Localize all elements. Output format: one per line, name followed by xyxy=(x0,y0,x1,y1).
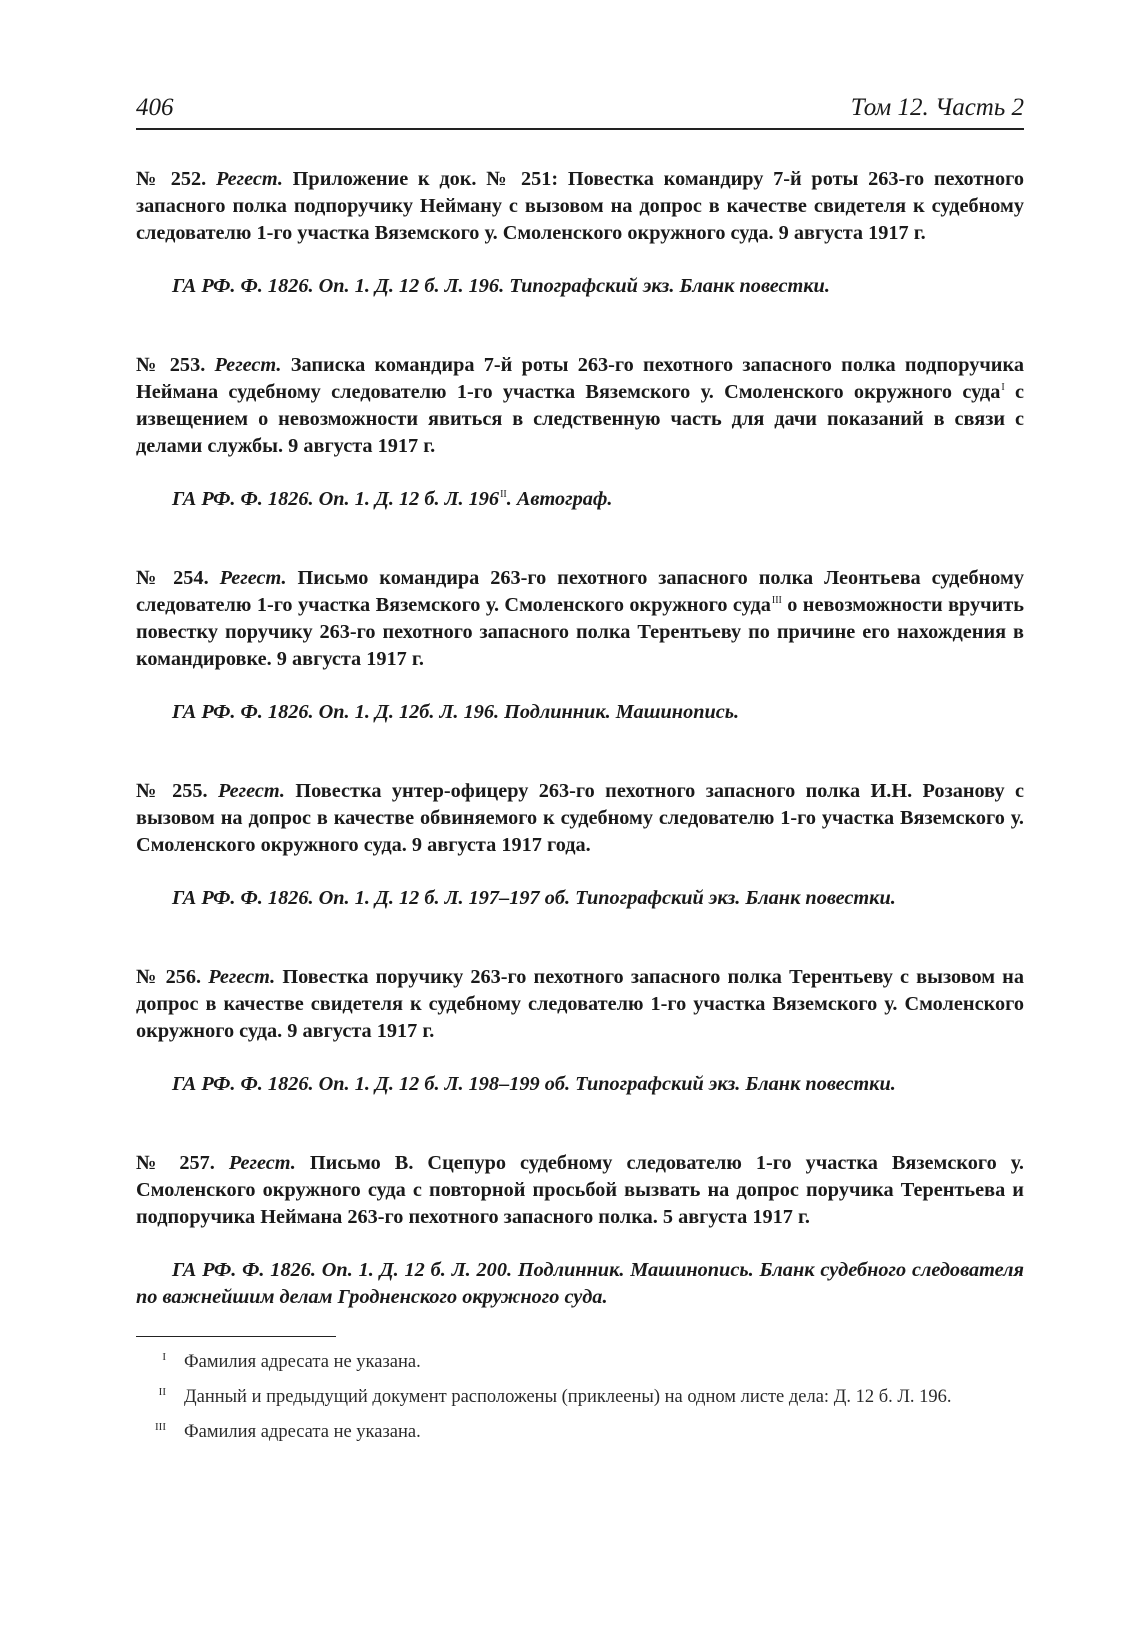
regest-paragraph xyxy=(136,352,1024,460)
document-number: № 252. xyxy=(136,168,207,190)
archive-reference xyxy=(136,1257,1024,1311)
regest-text: Повестка унтер-офицеру 263-го пехотного запасного полка И.Н. Розанову с вызовом на допрос в качестве обвиняемого к судебному следователю 1-го участка Вяземского у. Смоленского окружного суда. 9 августа 1917 года. xyxy=(136,780,1024,856)
page-number: 406 xyxy=(136,94,174,121)
document-entry xyxy=(136,1150,1024,1311)
archive-text: ГА РФ. Ф. 1826. Оп. 1. Д. 12 б. Л. 196 xyxy=(172,488,500,510)
document-list xyxy=(136,166,1024,1311)
footnote-ref[interactable]: I xyxy=(1001,382,1005,393)
footnote-text: Фамилия адресата не указана. xyxy=(184,1352,421,1372)
regest-text: о невозможности вручить повестку поручику 263-го пехотного запасного полка Терентьеву по причине его нахождения в командировке. 9 августа 1917 г. xyxy=(136,594,1024,670)
document-entry xyxy=(136,778,1024,912)
footnote: II Данный и предыдущий документ расположены (приклеены) на одном листе дела: Д. 12 б. Л. 196. xyxy=(158,1386,952,1407)
footnote: I Фамилия адресата не указана. xyxy=(162,1351,421,1372)
archive-reference xyxy=(136,1071,1024,1098)
document-kind: Регест. xyxy=(219,567,287,589)
archive-text: ГА РФ. Ф. 1826. Оп. 1. Д. 12 б. Л. 200. Подлинник. Машинопись. Бланк судебного следователя по важнейшим делам Гродненского окружного суда. xyxy=(136,1259,1024,1308)
volume-title: Том 12. Часть 2 xyxy=(850,94,1024,121)
archive-reference xyxy=(136,273,1024,300)
regest-text: Приложение к док. № 251: Повестка командиру 7-й роты 263-го пехотного запасного полка подпоручику Нейману с вызовом на допрос в качестве свидетеля к судебному следователю 1-го участка Вяземского у. Смоленского окружного суда. 9 августа 1917 г. xyxy=(136,168,1024,244)
regest-text: Записка командира 7-й роты 263-го пехотного запасного полка подпоручика Неймана судебному следователю 1-го участка Вяземского у. Смоленского окружного суда xyxy=(136,354,1024,403)
document-number: № 253. xyxy=(136,354,206,376)
footnote-ref[interactable]: II xyxy=(500,489,507,500)
archive-text: . Автограф. xyxy=(506,488,613,510)
regest-paragraph xyxy=(136,778,1024,859)
archive-reference xyxy=(136,699,1024,726)
footnote: III Фамилия адресата не указана. xyxy=(155,1421,421,1442)
regest-text: Письмо командира 263-го пехотного запасного полка Леонтьева судебному следователю 1-го участка Вяземского у. Смоленского окружного суда xyxy=(136,567,1024,616)
archive-text: ГА РФ. Ф. 1826. Оп. 1. Д. 12 б. Л. 198–199 об. Типографский экз. Бланк повестки. xyxy=(172,1073,896,1095)
regest-text: Повестка поручику 263-го пехотного запасного полка Терентьеву с вызовом на допрос в качестве свидетеля к судебному следователю 1-го участка Вяземского у. Смоленского окружного суда. 9 августа 1917 г. xyxy=(136,966,1024,1042)
footnote-text: Фамилия адресата не указана. xyxy=(184,1422,421,1442)
regest-text: с извещением о невозможности явиться в следственную часть для дачи показаний в связи с делами службы. 9 августа 1917 г. xyxy=(136,381,1025,457)
document-kind: Регест. xyxy=(215,168,283,190)
running-header xyxy=(136,88,1024,130)
document-entry xyxy=(136,166,1024,300)
document-number: № 257. xyxy=(136,1152,215,1174)
document-kind: Регест. xyxy=(214,354,282,376)
footnote-text: Данный и предыдущий документ расположены (приклеены) на одном листе дела: Д. 12 б. Л. 196. xyxy=(184,1387,952,1407)
archive-reference xyxy=(136,486,1024,513)
document-number: № 254. xyxy=(136,567,209,589)
document-kind: Регест. xyxy=(228,1152,296,1174)
archive-text: ГА РФ. Ф. 1826. Оп. 1. Д. 12 б. Л. 197–197 об. Типографский экз. Бланк повестки. xyxy=(172,887,896,909)
archive-reference xyxy=(136,885,1024,912)
document-entry xyxy=(136,565,1024,726)
document-kind: Регест. xyxy=(208,966,276,988)
document-kind: Регест. xyxy=(217,780,285,802)
document-number: № 256. xyxy=(136,966,202,988)
regest-text: Письмо В. Сцепуро судебному следователю 1-го участка Вяземского у. Смоленского окружного суда с повторной просьбой вызвать на допрос поручика Терентьева и подпоручика Неймана 263-го пехотного запасного полка. 5 августа 1917 г. xyxy=(136,1152,1024,1228)
footnotes xyxy=(136,1336,1024,1454)
regest-paragraph xyxy=(136,964,1024,1045)
footnote-ref[interactable]: III xyxy=(771,595,782,606)
archive-text: ГА РФ. Ф. 1826. Оп. 1. Д. 12б. Л. 196. Подлинник. Машинопись. xyxy=(172,701,740,723)
regest-paragraph xyxy=(136,565,1024,673)
archive-text: ГА РФ. Ф. 1826. Оп. 1. Д. 12 б. Л. 196. Типографский экз. Бланк повестки. xyxy=(172,275,830,297)
document-entry xyxy=(136,964,1024,1098)
document-number: № 255. xyxy=(136,780,208,802)
footnote-divider xyxy=(136,1336,336,1337)
document-entry xyxy=(136,352,1024,513)
regest-paragraph xyxy=(136,1150,1024,1231)
regest-paragraph xyxy=(136,166,1024,247)
